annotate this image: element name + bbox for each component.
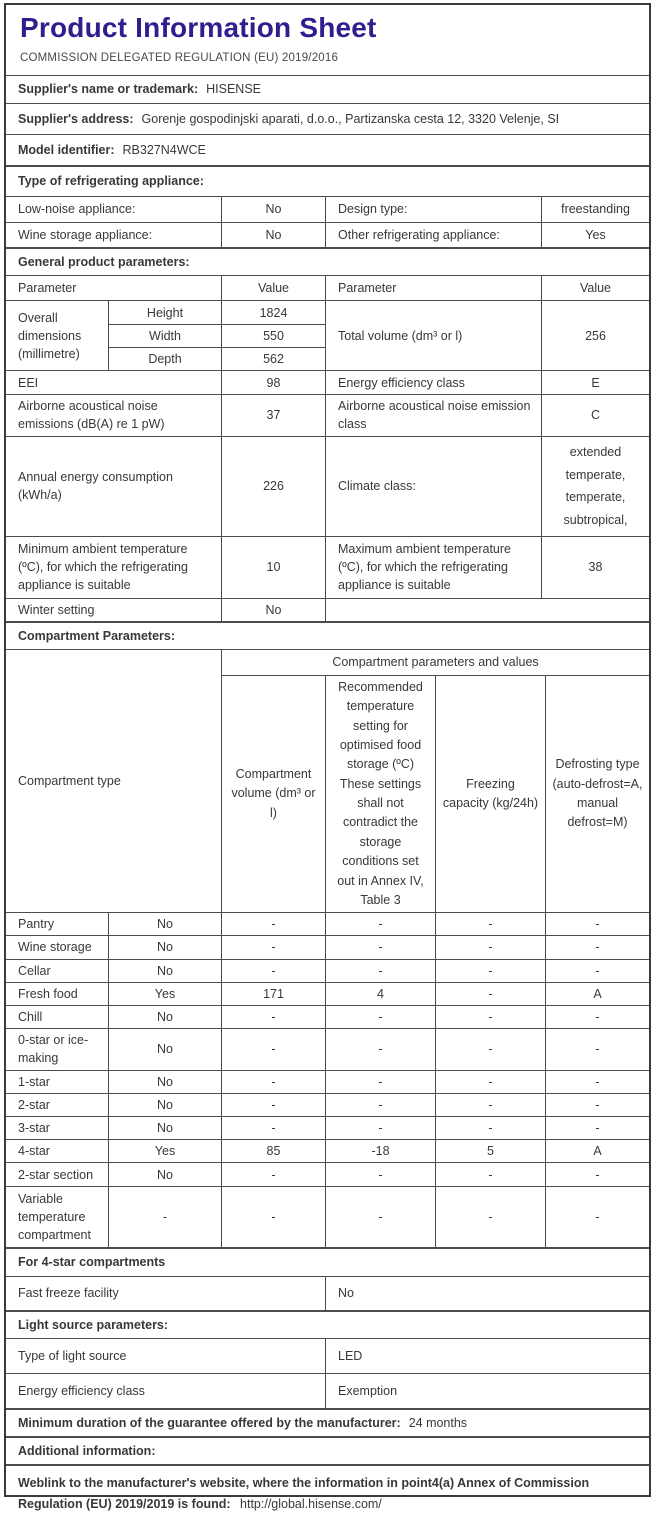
total-volume-value: 256 — [541, 301, 649, 370]
compartment-volume: - — [221, 1163, 325, 1186]
table-row — [6, 370, 649, 394]
compartment-temp: - — [325, 1094, 435, 1116]
table-row — [6, 196, 649, 222]
title-block — [6, 5, 649, 75]
compartment-defrost: - — [545, 1006, 649, 1028]
compartment-present: No — [108, 1071, 221, 1093]
min-ambient-value: 10 — [221, 537, 325, 598]
compartment-type: Chill — [18, 1009, 43, 1024]
max-ambient-value: 38 — [541, 537, 649, 598]
table-row — [6, 598, 649, 621]
compartment-temp: - — [325, 960, 435, 982]
model-identifier-value: RB327N4WCE — [122, 142, 206, 157]
compartment-volume: 85 — [221, 1140, 325, 1162]
compartment-freeze: - — [435, 983, 545, 1005]
compartment-volume: - — [221, 1094, 325, 1116]
compartment-temp: - — [325, 1029, 435, 1070]
compartment-defrost: - — [545, 1163, 649, 1186]
table-row-1-star — [6, 1070, 649, 1093]
compartment-volume: - — [221, 1117, 325, 1139]
compartment-freeze: 5 — [435, 1140, 545, 1162]
model-identifier-label: Model identifier: — [18, 142, 115, 157]
compartment-type: Cellar — [18, 963, 51, 978]
energy-class-value: E — [541, 371, 649, 394]
table-row-4-star — [6, 1139, 649, 1162]
compartment-defrost: - — [545, 1094, 649, 1116]
compartment-temp: - — [325, 1117, 435, 1139]
light-source-type-row — [6, 1338, 649, 1373]
eei-label: EEI — [18, 375, 39, 390]
compartment-present: No — [108, 913, 221, 935]
compartment-type: 1-star — [18, 1074, 50, 1089]
climate-class-label: Climate class: — [325, 437, 541, 536]
column-header-parameter-1: Parameter — [18, 281, 77, 296]
recommended-temp-column-header: Recommended temperature setting for optimised food storage (ºC) These settings shall not contradict the storage conditions set out in Annex IV, Table 3 — [325, 675, 435, 913]
compartment-present: No — [108, 1029, 221, 1070]
compartment-temp: -18 — [325, 1140, 435, 1162]
compartment-volume: - — [221, 1029, 325, 1070]
compartment-volume: 171 — [221, 983, 325, 1005]
table-row-chill — [6, 1005, 649, 1028]
defrosting-type-column-header: Defrosting type (auto-defrost=A, manual defrost=M) — [545, 675, 649, 913]
compartment-table-header — [6, 649, 649, 913]
weblink-row — [6, 1464, 649, 1520]
eei-value: 98 — [221, 371, 325, 394]
four-star-section-header: For 4-star compartments — [6, 1247, 649, 1275]
guarantee-value: 24 months — [408, 1415, 468, 1430]
table-row — [6, 394, 649, 435]
table-row-variable-temperature — [6, 1186, 649, 1247]
overall-dimensions-label: Overall dimensions (millimetre) — [18, 310, 82, 361]
fast-freeze-label: Fast freeze facility — [18, 1285, 119, 1300]
compartment-present: No — [108, 1094, 221, 1116]
compartment-present: No — [108, 1006, 221, 1028]
supplier-address-value: Gorenje gospodinjski aparati, d.o.o., Partizanska cesta 12, 3320 Velenje, SI — [141, 111, 560, 126]
compartment-type: Fresh food — [18, 986, 78, 1001]
wine-storage-appliance-label: Wine storage appliance: — [18, 227, 153, 242]
supplier-name-value: HISENSE — [206, 82, 262, 97]
wine-storage-appliance-value: No — [221, 223, 325, 247]
compartment-type: 0-star or ice-making — [18, 1033, 89, 1066]
total-volume-label: Total volume (dm³ or l) — [325, 301, 541, 370]
supplier-address-row — [6, 103, 649, 134]
compartment-volume: - — [221, 1187, 325, 1247]
width-label: Width — [108, 324, 221, 347]
noise-emissions-value: 37 — [221, 395, 325, 435]
empty-cell — [325, 599, 649, 621]
weblink-url: http://global.hisense.com/ — [240, 1496, 382, 1511]
general-section-header: General product parameters: — [6, 247, 649, 275]
compartment-type: Variable temperature compartment — [18, 1192, 91, 1243]
light-source-type-label: Type of light source — [18, 1348, 127, 1363]
fast-freeze-value: No — [325, 1277, 649, 1310]
compartment-defrost: - — [545, 1117, 649, 1139]
compartment-temp: - — [325, 1071, 435, 1093]
table-row-3-star — [6, 1116, 649, 1139]
model-identifier-row — [6, 134, 649, 165]
depth-value: 562 — [221, 347, 325, 370]
width-value: 550 — [221, 324, 325, 347]
other-refrigerating-label: Other refrigerating appliance: — [325, 223, 541, 247]
compartment-temp: - — [325, 1187, 435, 1247]
winter-setting-value: No — [221, 599, 325, 621]
compartment-type: Wine storage — [18, 940, 92, 955]
height-value: 1824 — [221, 301, 325, 324]
compartment-type: 3-star — [18, 1121, 50, 1136]
annual-energy-value: 226 — [221, 437, 325, 536]
compartment-volume: - — [221, 1071, 325, 1093]
design-type-value: freestanding — [541, 197, 649, 222]
column-header-value-1: Value — [221, 276, 325, 300]
max-ambient-label: Maximum ambient temperature (ºC), for which the refrigerating appliance is suitable — [325, 537, 541, 598]
energy-class-label: Energy efficiency class — [325, 371, 541, 394]
weblink-label: Weblink to the manufacturer's website, where the information in point4(a) Annex of Commission Regulation (EU) 2019/2019 is found: — [18, 1475, 590, 1511]
annual-energy-label: Annual energy consumption (kWh/a) — [18, 469, 173, 502]
compartment-present: - — [108, 1187, 221, 1247]
height-label: Height — [108, 301, 221, 324]
compartment-present: No — [108, 1163, 221, 1186]
compartment-freeze: - — [435, 913, 545, 935]
table-row-2-star — [6, 1093, 649, 1116]
guarantee-label: Minimum duration of the guarantee offered by the manufacturer: — [18, 1415, 401, 1430]
compartment-defrost: - — [545, 913, 649, 935]
noise-class-label: Airborne acoustical noise emission class — [325, 395, 541, 435]
light-energy-class-value: Exemption — [325, 1374, 649, 1408]
min-ambient-label: Minimum ambient temperature (ºC), for which the refrigerating appliance is suitable — [18, 541, 188, 593]
light-section-header: Light source parameters: — [6, 1310, 649, 1338]
compartment-defrost: A — [545, 983, 649, 1005]
compartment-volume: - — [221, 913, 325, 935]
compartment-defrost: - — [545, 960, 649, 982]
compartment-type: 2-star section — [18, 1167, 94, 1182]
compartment-section-header: Compartment Parameters: — [6, 621, 649, 649]
compartment-present: No — [108, 960, 221, 982]
compartment-freeze: - — [435, 1163, 545, 1186]
compartment-temp: - — [325, 1163, 435, 1186]
compartment-freeze: - — [435, 960, 545, 982]
compartment-volume: - — [221, 960, 325, 982]
compartment-temp: - — [325, 936, 435, 958]
compartment-present: No — [108, 1117, 221, 1139]
table-row-fresh-food — [6, 982, 649, 1005]
winter-setting-label: Winter setting — [18, 602, 95, 617]
compartment-present: Yes — [108, 1140, 221, 1162]
supplier-name-label: Supplier's name or trademark: — [18, 82, 199, 97]
compartment-defrost: A — [545, 1140, 649, 1162]
column-header-value-2: Value — [541, 276, 649, 300]
product-information-sheet — [4, 3, 651, 1511]
compartment-present: Yes — [108, 983, 221, 1005]
volume-column-header: Compartment volume (dm³ or l) — [221, 675, 325, 913]
page-title: Product Information Sheet — [20, 12, 377, 43]
low-noise-label: Low-noise appliance: — [18, 202, 136, 217]
guarantee-row — [6, 1408, 649, 1436]
compartment-temp: 4 — [325, 983, 435, 1005]
regulation-subtitle: COMMISSION DELEGATED REGULATION (EU) 2019/2016 — [20, 52, 339, 65]
compartment-type: 4-star — [18, 1144, 50, 1159]
compartment-volume: - — [221, 936, 325, 958]
noise-emissions-label: Airborne acoustical noise emissions (dB(A) re 1 pW) — [18, 399, 165, 432]
compartment-temp: - — [325, 913, 435, 935]
supplier-address-label: Supplier's address: — [18, 111, 134, 126]
table-row-wine-storage — [6, 935, 649, 958]
compartment-defrost: - — [545, 1029, 649, 1070]
column-header-parameter-2: Parameter — [325, 276, 541, 300]
depth-label: Depth — [108, 347, 221, 370]
compartment-freeze: - — [435, 1029, 545, 1070]
compartment-freeze: - — [435, 1071, 545, 1093]
table-header-row — [6, 275, 649, 300]
additional-section-header: Additional information: — [6, 1436, 649, 1464]
compartment-freeze: - — [435, 936, 545, 958]
type-section-header: Type of refrigerating appliance: — [6, 165, 649, 196]
table-row — [6, 536, 649, 598]
table-row-pantry — [6, 912, 649, 935]
compartment-group-header: Compartment parameters and values — [221, 650, 649, 675]
compartment-present: No — [108, 936, 221, 958]
compartment-defrost: - — [545, 936, 649, 958]
low-noise-value: No — [221, 197, 325, 222]
climate-class-value: extended temperate, temperate, subtropical, — [541, 437, 649, 536]
freezing-capacity-column-header: Freezing capacity (kg/24h) — [435, 675, 545, 913]
table-row-2-star-section — [6, 1162, 649, 1186]
table-row-cellar — [6, 959, 649, 982]
compartment-defrost: - — [545, 1187, 649, 1247]
compartment-defrost: - — [545, 1071, 649, 1093]
compartment-type: 2-star — [18, 1098, 50, 1112]
noise-class-value: C — [541, 395, 649, 435]
compartment-freeze: - — [435, 1117, 545, 1139]
light-energy-class-label: Energy efficiency class — [18, 1383, 145, 1398]
compartment-type: Pantry — [18, 917, 55, 932]
light-source-type-value: LED — [325, 1339, 649, 1373]
compartment-type-header: Compartment type — [18, 773, 121, 788]
other-refrigerating-value: Yes — [541, 223, 649, 247]
compartment-volume: - — [221, 1006, 325, 1028]
compartment-freeze: - — [435, 1187, 545, 1247]
compartment-freeze: - — [435, 1094, 545, 1116]
dimensions-block — [6, 300, 649, 370]
table-row-0-star — [6, 1028, 649, 1070]
design-type-label: Design type: — [325, 197, 541, 222]
compartment-temp: - — [325, 1006, 435, 1028]
fast-freeze-row — [6, 1276, 649, 1310]
light-energy-class-row — [6, 1373, 649, 1408]
table-row — [6, 222, 649, 247]
compartment-freeze: - — [435, 1006, 545, 1028]
table-row — [6, 436, 649, 536]
supplier-name-row — [6, 75, 649, 103]
